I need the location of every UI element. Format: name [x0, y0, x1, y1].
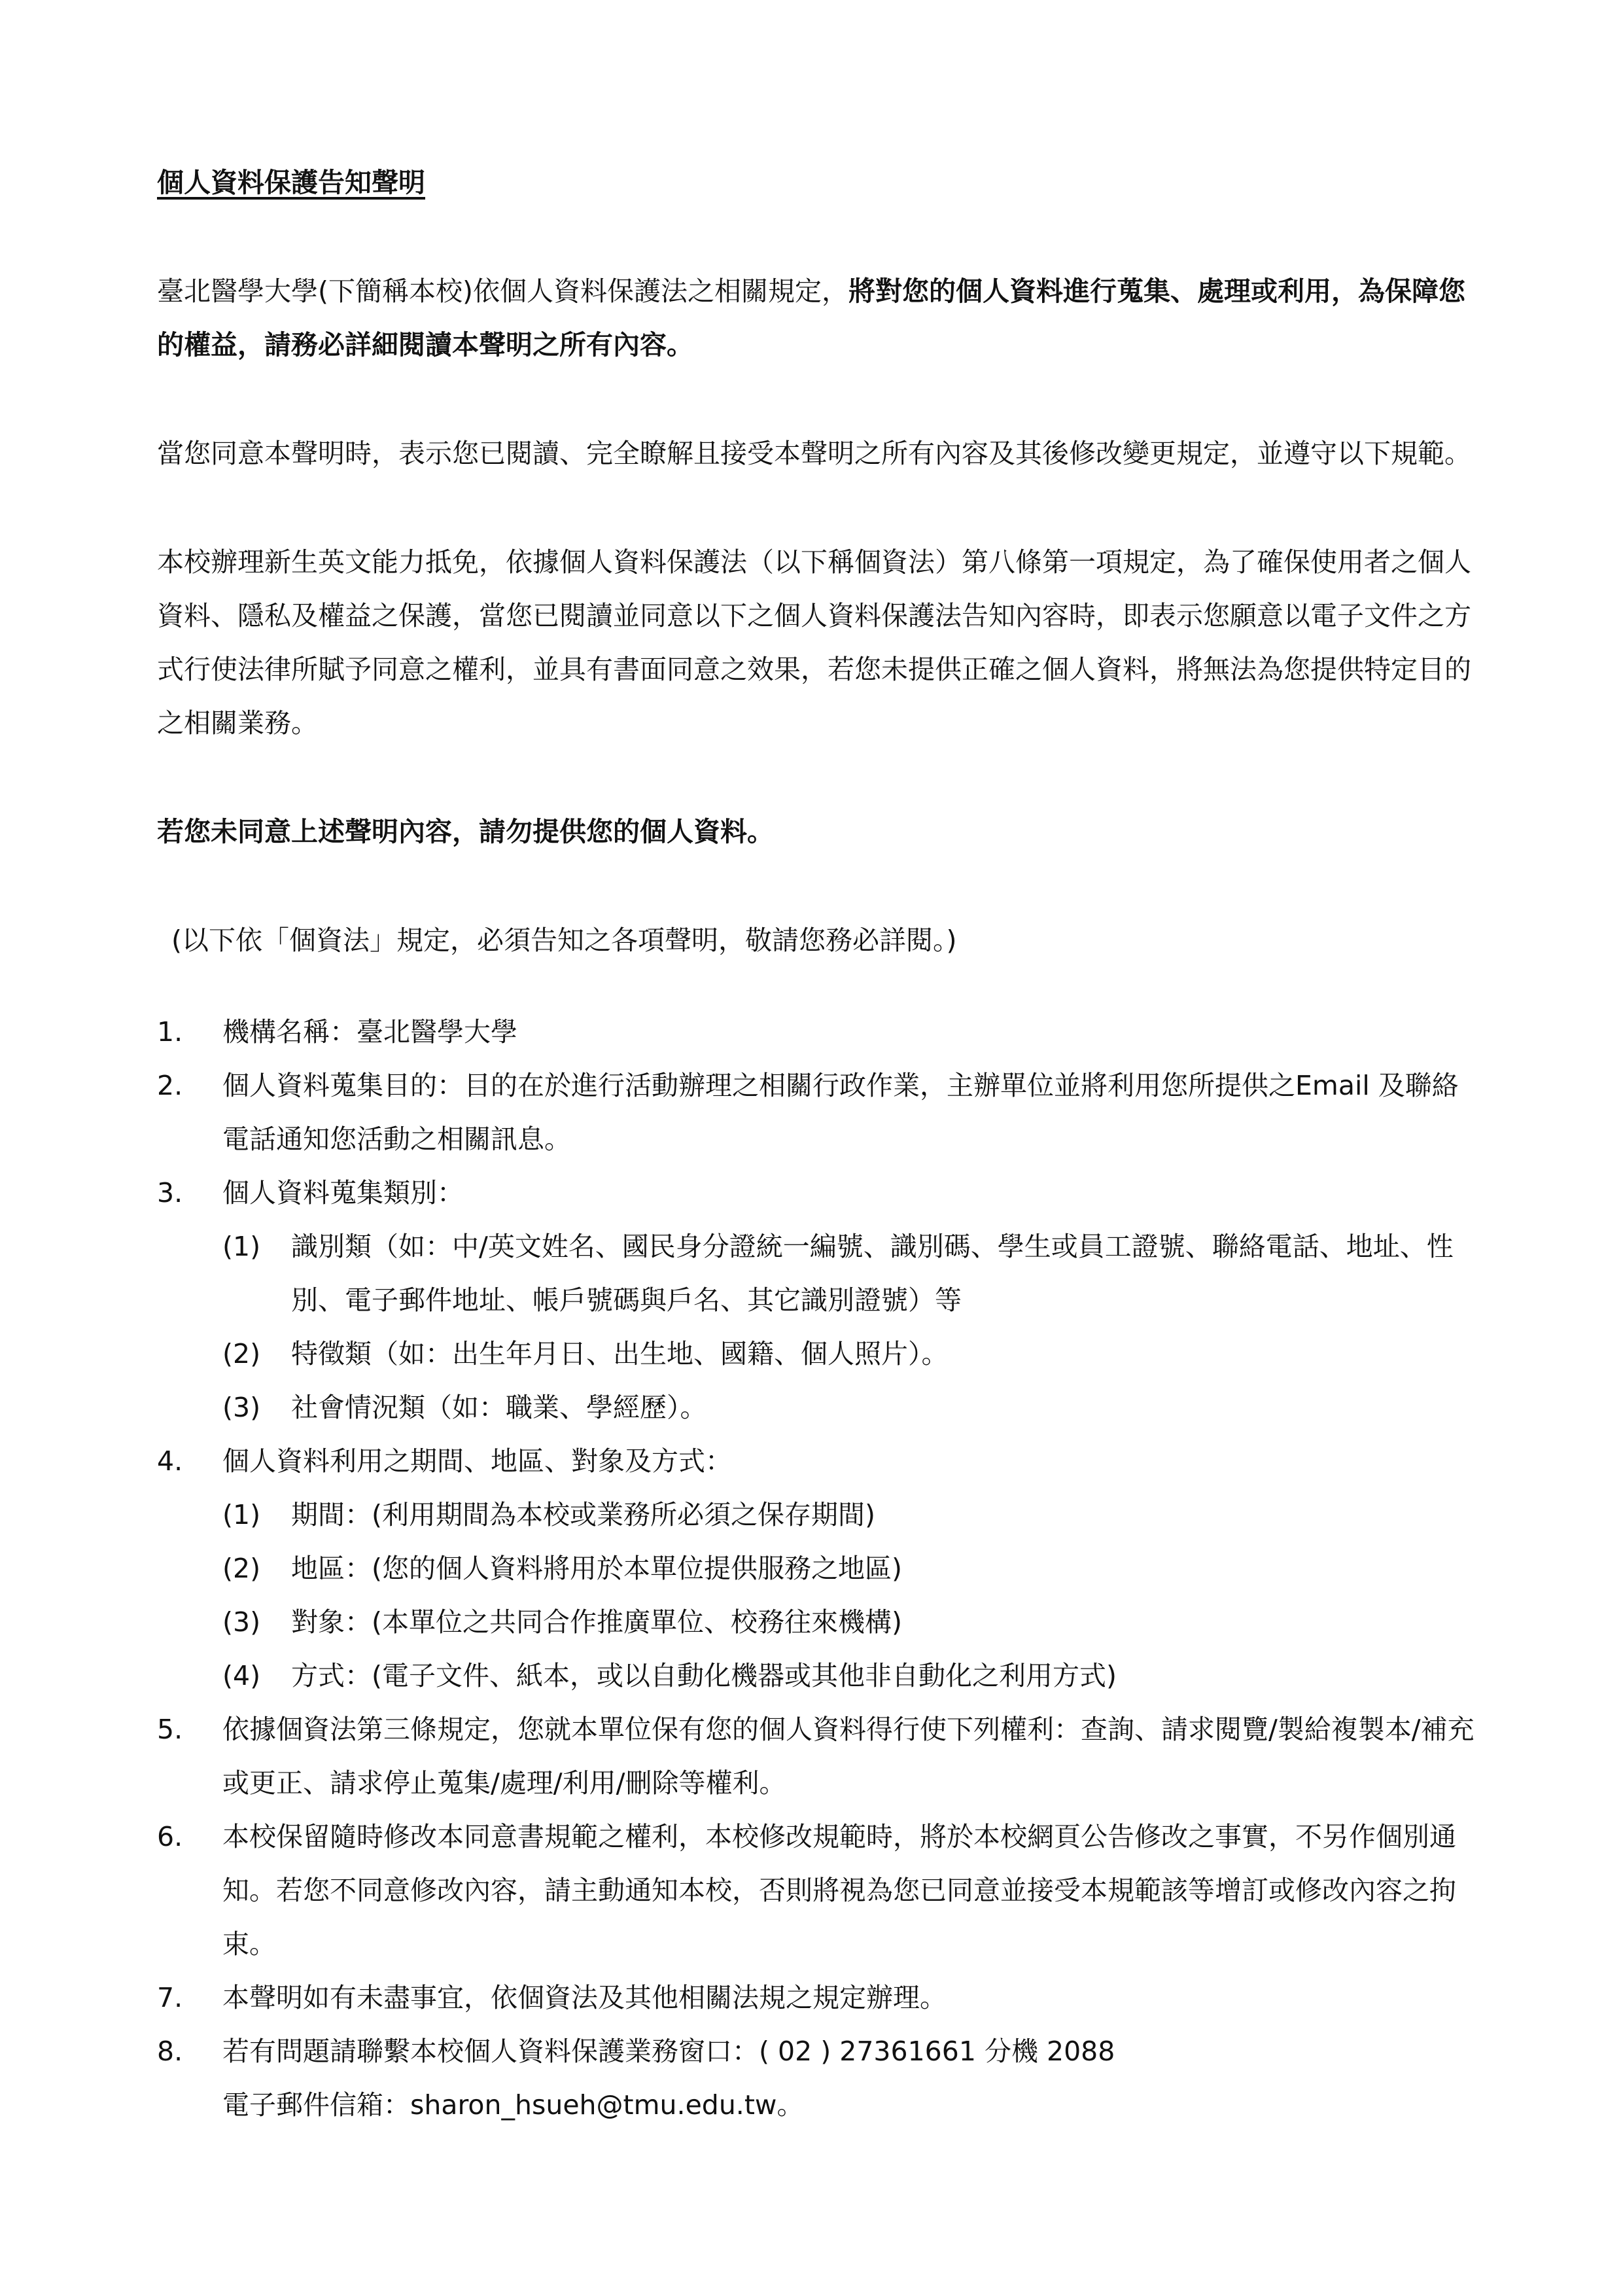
list-item-number: 2. — [157, 1070, 183, 1101]
list-item-number: 7. — [157, 1982, 183, 2013]
sub-item-number: (1) — [222, 1231, 261, 1262]
list-item — [157, 1810, 1485, 1971]
agree-paragraph: 當您同意本聲明時，表示您已閱讀、完全瞭解且接受本聲明之所有內容及其後修改變更規定，並遵守以下規範。 — [157, 438, 1471, 469]
list-item — [157, 1059, 1485, 1166]
sub-item-number: (2) — [222, 1553, 261, 1584]
contact-phone-text: 若有問題請聯繫本校個人資料保護業務窗口：( 02 ) 27361661 分機 2088 — [222, 2036, 1115, 2067]
sub-item-text: 期間：(利用期間為本校或業務所必須之保存期間) — [291, 1499, 875, 1530]
sub-list-item — [222, 1381, 1485, 1434]
sub-item-text: 對象：(本單位之共同合作推廣單位、校務往來機構) — [291, 1606, 902, 1638]
main-paragraph: 本校辦理新生英文能力抵免，依據個人資料保護法（以下稱個資法）第八條第一項規定，為了確保使用者之個人資料、隱私及權益之保護，當您已閱讀並同意以下之個人資料保護法告知內容時，即表示您願意以電子文件之方式行使法律所賦予同意之權利，並具有書面同意之效果，若您未提供正確之個人資料，將無法為您提供特定目的之相關業務。 — [157, 546, 1471, 739]
list-item-text: 依據個資法第三條規定，您就本單位保有您的個人資料得行使下列權利：查詢、請求閱覽/製給複製本/補充或更正、請求停止蒐集/處理/利用/刪除等權利。 — [222, 1714, 1475, 1799]
list-item-text: 機構名稱：臺北醫學大學 — [222, 1016, 517, 1048]
list-item — [157, 1434, 1485, 1703]
list-item-number: 4. — [157, 1445, 183, 1477]
document-title: 個人資料保護告知聲明 — [157, 167, 425, 198]
list-item — [157, 2024, 1485, 2132]
sub-list-item — [222, 1649, 1485, 1703]
note-paragraph: (以下依「個資法」規定，必須告知之各項聲明，敬請您務必詳閱。) — [171, 925, 957, 956]
document-content — [157, 156, 1485, 2132]
list-item-text: 個人資料蒐集類別： — [222, 1177, 464, 1209]
sub-list-item — [222, 1488, 1485, 1542]
intro-paragraph — [157, 264, 1485, 372]
sub-list — [222, 1488, 1485, 1703]
list-item-text: 本聲明如有未盡事宜，依個資法及其他相關法規之規定辦理。 — [222, 1982, 947, 2013]
list-item-number: 5. — [157, 1714, 183, 1745]
sub-list-item — [222, 1542, 1485, 1595]
list-item — [157, 1166, 1485, 1434]
sub-item-number: (4) — [222, 1660, 261, 1691]
sub-item-number: (3) — [222, 1606, 261, 1638]
intro-normal-text: 臺北醫學大學(下簡稱本校)依個人資料保護法之相關規定， — [157, 275, 848, 307]
list-item — [157, 1971, 1485, 2024]
sub-item-number: (2) — [222, 1338, 261, 1369]
sub-item-number: (1) — [222, 1499, 261, 1530]
list-item-text: 個人資料蒐集目的：目的在於進行活動辦理之相關行政作業，主辦單位並將利用您所提供之Email 及聯絡電話通知您活動之相關訊息。 — [222, 1070, 1459, 1155]
list-item-text: 本校保留隨時修改本同意書規範之權利，本校修改規範時，將於本校網頁公告修改之事實，不另作個別通知。若您不同意修改內容，請主動通知本校，否則將視為您已同意並接受本規範該等增訂或修改內容之拘束。 — [222, 1821, 1456, 1960]
list-item-number: 3. — [157, 1177, 183, 1209]
sub-list — [222, 1220, 1485, 1434]
sub-list-item — [222, 1327, 1485, 1381]
contact-email-text: 電子郵件信箱：sharon_hsueh@tmu.edu.tw。 — [222, 2089, 804, 2121]
intro-bold-text: 將對您的個人資料進行蒐集、處理或利用，為保障您的權益，請務必詳細閱讀本聲明之所有內容。 — [157, 275, 1465, 361]
sub-item-text: 社會情況類（如：職業、學經歷）。 — [291, 1392, 707, 1423]
list-item — [157, 1703, 1485, 1810]
sub-item-text: 識別類（如：中/英文姓名、國民身分證統一編號、識別碼、學生或員工證號、聯絡電話、地址、性別、電子郵件地址、帳戶號碼與戶名、其它識別證號）等 — [291, 1231, 1454, 1316]
sub-list-item — [222, 1595, 1485, 1649]
sub-item-text: 地區：(您的個人資料將用於本單位提供服務之地區) — [291, 1553, 902, 1584]
warning-paragraph: 若您未同意上述聲明內容，請勿提供您的個人資料。 — [157, 816, 774, 847]
list-item-number: 8. — [157, 2036, 183, 2067]
sub-item-number: (3) — [222, 1392, 261, 1423]
list-item-number: 1. — [157, 1016, 183, 1048]
sub-item-text: 方式：(電子文件、紙本，或以自動化機器或其他非自動化之利用方式) — [291, 1660, 1117, 1691]
list-item — [157, 1005, 1485, 1059]
statement-list — [157, 1005, 1485, 2132]
list-item-text: 個人資料利用之期間、地區、對象及方式： — [222, 1445, 732, 1477]
sub-item-text: 特徵類（如：出生年月日、出生地、國籍、個人照片）。 — [291, 1338, 949, 1369]
sub-list-item — [222, 1220, 1485, 1327]
list-item-number: 6. — [157, 1821, 183, 1852]
